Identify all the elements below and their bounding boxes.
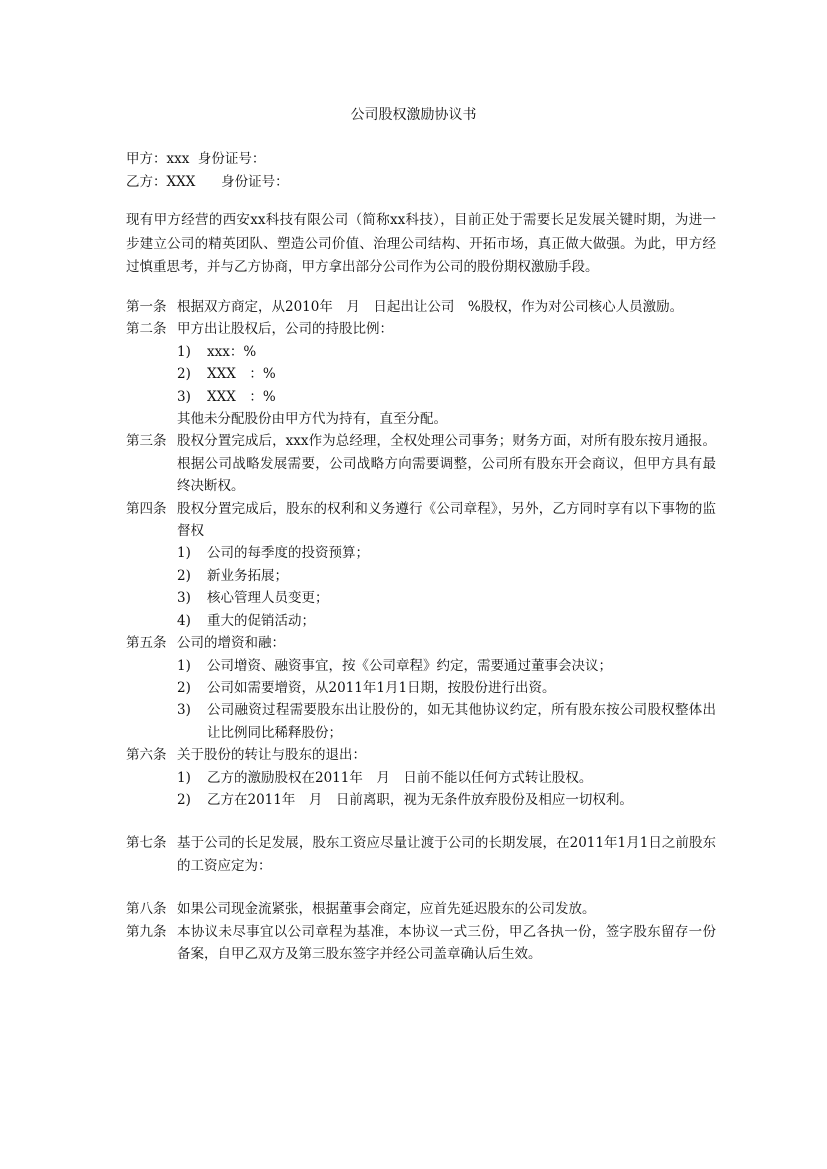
article-9 <box>126 921 716 966</box>
article-text: 基于公司的长足发展，股东工资应尽量让渡于公司的长期发展，在2011年1月1日之前股东的工资应定为： <box>177 835 716 874</box>
article-5 <box>126 632 716 744</box>
article-sub-item <box>177 610 716 632</box>
article-sub-item <box>177 587 716 609</box>
intro-text: 现有甲方经营的西安xx科技有限公司（简称xx科技），目前正处于需要长足发展关键时期，为进一步建立公司的精英团队、塑造公司价值、治理公司结构、开拓市场，真正做大做强。为此，甲方经过慎重思考，并与乙方协商，甲方拿出部分公司作为公司的股份期权激励手段。 <box>126 212 716 275</box>
article-label: 第二条 <box>126 321 167 338</box>
article-label: 第四条 <box>126 500 167 517</box>
sub-item-number: 2) <box>177 567 191 584</box>
sub-item-number: 2) <box>177 679 191 696</box>
article-sub-item <box>177 677 716 699</box>
article-sub-item <box>177 341 716 363</box>
sub-item-number: 1) <box>177 545 191 562</box>
article-body <box>177 898 716 920</box>
paragraph-gap <box>126 877 716 898</box>
article-text: 公司的增资和融： <box>177 635 285 652</box>
sub-item-number: 1) <box>177 657 191 674</box>
sub-item-text: 公司如需要增资，从2011年1月1日期，按股份进行出资。 <box>207 679 556 696</box>
article-text: 本协议未尽事宜以公司章程为基准，本协议一式三份，甲乙各执一份，签字股东留存一份备案，自甲乙双方及第三股东签字并经公司盖章确认后生效。 <box>177 923 716 962</box>
article-label: 第六条 <box>126 747 167 764</box>
article-note: 其他未分配股份由甲方代为持有，直至分配。 <box>177 411 447 428</box>
sub-item-text: 核心管理人员变更； <box>207 590 329 607</box>
sub-item-text: 重大的促销活动； <box>207 612 315 629</box>
paragraph-gap <box>126 811 716 832</box>
article-body <box>177 921 716 966</box>
sub-item-number: 1) <box>177 343 191 360</box>
article-body <box>177 296 716 318</box>
article-text: 关于股份的转让与股东的退出： <box>177 747 366 764</box>
article-body <box>177 498 716 632</box>
article-body <box>177 430 716 497</box>
sub-item-text: 乙方的激励股权在2011年 月 日前不能以任何方式转让股权。 <box>207 769 593 786</box>
article-sub-item <box>177 565 716 587</box>
article-sub-item <box>177 363 716 385</box>
article-text: 甲方出让股权后，公司的持股比例： <box>177 321 393 338</box>
party-b-line: 乙方：XXX 身份证号： <box>126 174 289 190</box>
sub-item-text: XXX ：% <box>207 366 276 383</box>
article-label: 第八条 <box>126 901 167 918</box>
article-sub-item <box>177 542 716 564</box>
article-text: 如果公司现金流紧张，根据董事会商定，应首先延迟股东的公司发放。 <box>177 901 596 918</box>
article-text: 股权分置完成后，xxx作为总经理，全权处理公司事务；财务方面，对所有股东按月通报。根据公司战略发展需要，公司战略方向需要调整，公司所有股东开会商议，但甲方具有最终决断权。 <box>177 433 716 495</box>
article-label: 第七条 <box>126 835 167 852</box>
party-a-line: 甲方：xxx 身份证号： <box>126 151 266 167</box>
sub-item-text: 新业务拓展； <box>207 567 288 584</box>
articles-list <box>126 296 716 965</box>
sub-item-number: 3) <box>177 590 191 607</box>
article-body <box>177 832 716 877</box>
intro-paragraph <box>126 209 716 280</box>
article-1 <box>126 296 716 318</box>
article-text: 股权分置完成后，股东的权利和义务遵行《公司章程》，另外，乙方同时享有以下事物的监督权 <box>177 500 716 540</box>
sub-item-number: 3) <box>177 388 191 405</box>
article-sub-item <box>177 789 716 811</box>
article-sub-item <box>177 655 716 677</box>
sub-item-text: 公司增资、融资事宜，按《公司章程》约定，需要通过董事会决议； <box>207 657 612 674</box>
article-sub-item <box>177 699 716 744</box>
article-body <box>177 744 716 811</box>
sub-item-text: 公司融资过程需要股东出让股份的，如无其他协议约定，所有股东按公司股权整体出让比例同比稀释股份； <box>207 702 716 741</box>
sub-item-text: XXX ：% <box>207 388 276 405</box>
article-label: 第九条 <box>126 923 167 940</box>
sub-item-number: 1) <box>177 769 191 786</box>
article-sub-item <box>177 767 716 789</box>
article-2 <box>126 318 716 430</box>
sub-item-number: 2) <box>177 366 191 383</box>
article-6 <box>126 744 716 811</box>
article-label: 第一条 <box>126 299 167 315</box>
sub-item-number: 2) <box>177 791 191 808</box>
article-7 <box>126 832 716 877</box>
sub-item-number: 3) <box>177 702 191 719</box>
sub-item-text: 公司的每季度的投资预算； <box>207 545 369 562</box>
article-text: 根据双方商定，从2010年 月 日起出让公司 %股权，作为对公司核心人员激励。 <box>177 299 684 315</box>
article-8 <box>126 898 716 920</box>
article-label: 第五条 <box>126 635 167 652</box>
article-body <box>177 318 716 430</box>
document-title: 公司股权激励协议书 <box>350 107 477 123</box>
sub-item-text: xxx：% <box>207 343 257 360</box>
sub-item-text: 乙方在2011年 月 日前离职，视为无条件放弃股份及相应一切权利。 <box>207 791 633 808</box>
sub-item-number: 4) <box>177 612 191 629</box>
article-sub-item <box>177 386 716 408</box>
article-label: 第三条 <box>126 433 167 450</box>
article-4 <box>126 498 716 632</box>
article-3 <box>126 430 716 497</box>
article-body <box>177 632 716 744</box>
